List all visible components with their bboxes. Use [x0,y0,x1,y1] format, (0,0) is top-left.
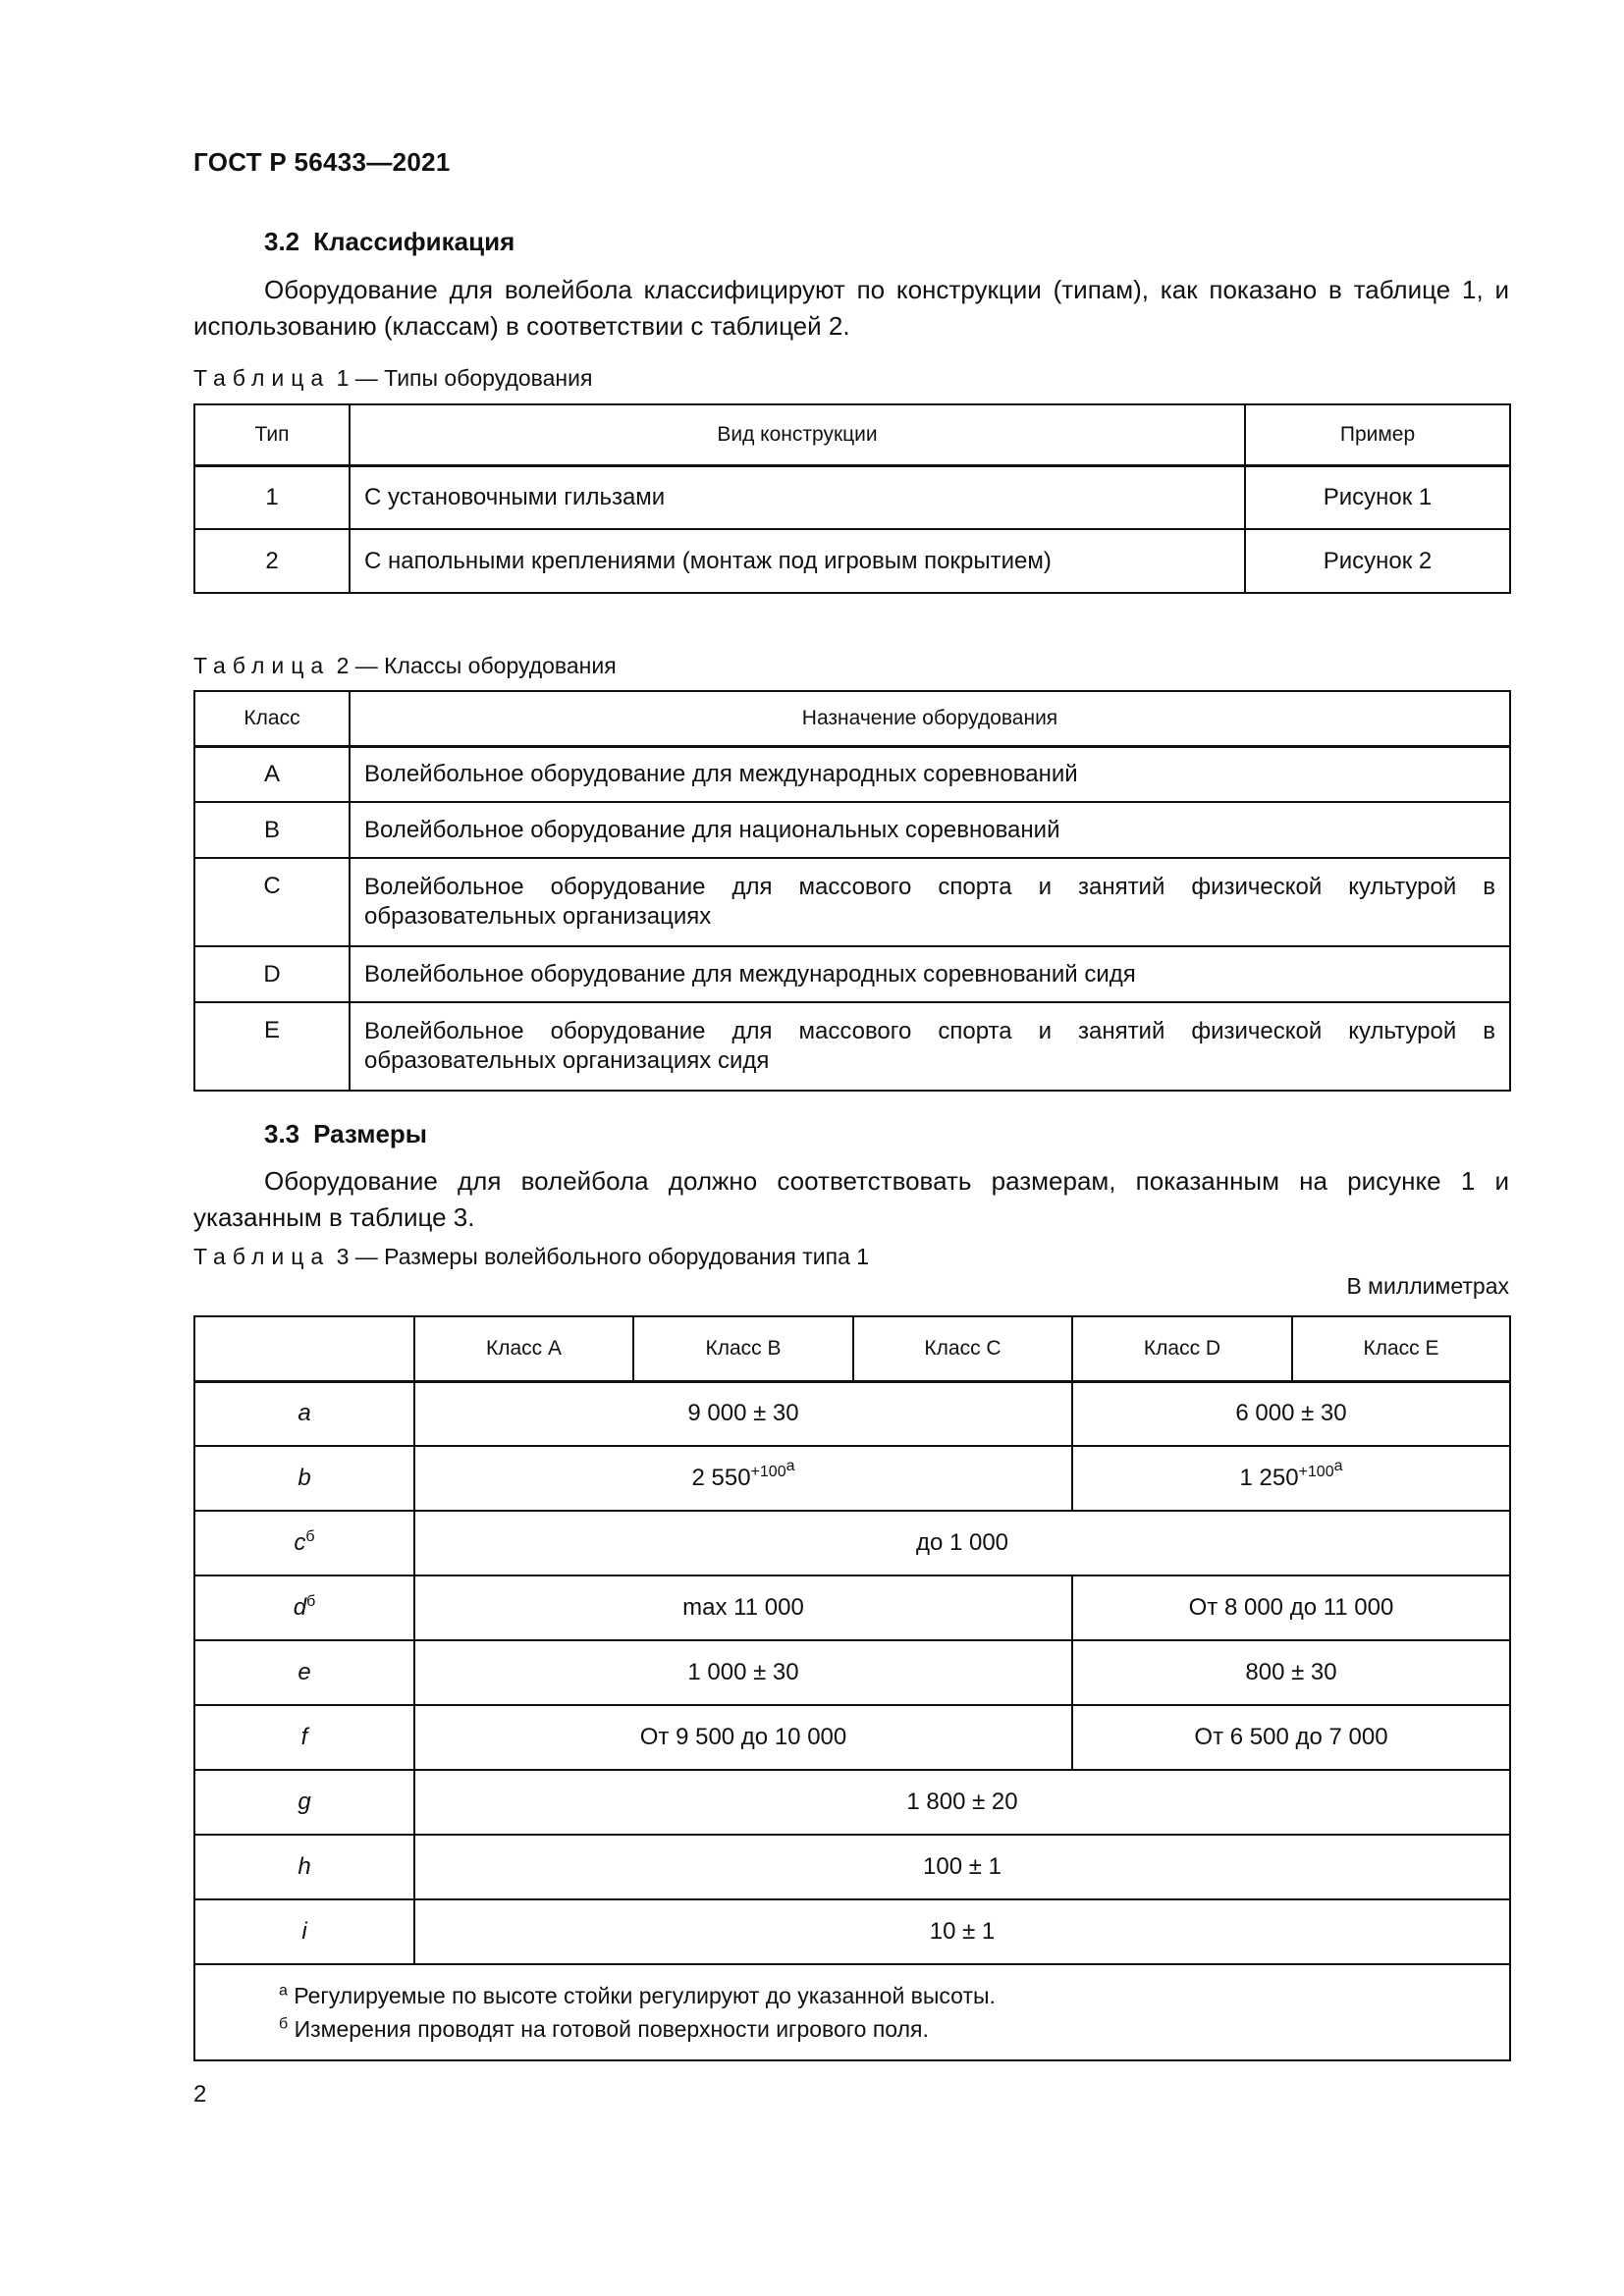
type-cell: 1 [194,465,350,529]
footnote-ref: б [306,1593,316,1610]
value-cell-de: 800 ± 30 [1072,1640,1510,1705]
purpose-cell: Волейбольное оборудование для международных соревнований [350,746,1510,802]
value-cell-de: От 6 500 до 7 000 [1072,1705,1510,1770]
symbol: c [294,1529,306,1556]
symbol-cell: i [194,1899,414,1964]
caption-word: Таблица [193,365,331,391]
value-cell-abc: 9 000 ± 30 [414,1381,1072,1446]
footnote-text: Регулируемые по высоте стойки регулируют до указанной высоты. [294,1983,996,2008]
caption-text: 3 — Размеры волейбольного оборудования типа 1 [336,1244,870,1269]
table-row [194,1770,1510,1835]
class-cell: A [194,746,350,802]
footnote-mark: а [279,1982,288,2000]
table-row [194,1511,1510,1575]
table-row [194,1705,1510,1770]
value-tolerance: +100 [750,1464,786,1480]
purpose-cell: Волейбольное оборудование для национальных соревнований [350,802,1510,858]
symbol-cell: e [194,1640,414,1705]
table-row [194,802,1510,858]
table-row [194,1446,1510,1511]
table-dimensions [193,1315,1511,2061]
class-cell: E [194,1002,350,1091]
section-3-3-heading [264,1119,427,1149]
table-footnotes-row [194,1964,1510,2060]
section-number: 3.2 [264,227,300,256]
caption-word: Таблица [193,1244,331,1269]
footnote-ref: а [1333,1458,1343,1474]
header-cell: Класс E [1292,1316,1510,1381]
caption-text: 2 — Классы оборудования [336,653,617,678]
footnotes [194,1964,1510,2060]
value-tolerance: +100 [1298,1464,1334,1480]
section-3-2-heading [264,227,514,257]
value-cell-abc [414,1446,1072,1511]
value-cell-all: 10 ± 1 [414,1899,1510,1964]
purpose-cell: Волейбольное оборудование для массового спорта и занятий физической культурой в образовательных организациях [350,858,1510,946]
header-cell: Вид конструкции [350,404,1245,465]
section-3-2-paragraph: Оборудование для волейбола классифицируют по конструкции (типам), как показано в таблице 1, и использованию (классам) в соответствии с таблицей 2. [193,275,1509,341]
header-cell: Класс C [853,1316,1072,1381]
construction-cell: С напольными креплениями (монтаж под игровым покрытием) [350,529,1245,593]
table-row [194,1002,1510,1091]
page-number: 2 [193,2081,207,2108]
symbol-cell: h [194,1835,414,1899]
table2-caption [193,653,617,679]
symbol-cell [194,1511,414,1575]
footnote-ref: а [785,1458,795,1474]
value-cell-all: 100 ± 1 [414,1835,1510,1899]
header-cell: Класс A [414,1316,633,1381]
example-cell: Рисунок 1 [1245,465,1510,529]
class-cell: B [194,802,350,858]
units-note: В миллиметрах [1346,1273,1509,1299]
table-header-row [194,404,1510,465]
table-row [194,1640,1510,1705]
header-cell: Пример [1245,404,1510,465]
value-cell-all: до 1 000 [414,1511,1510,1575]
footnote [279,2012,1426,2046]
section-title: Классификация [313,227,515,256]
symbol-cell: b [194,1446,414,1511]
section-title: Размеры [313,1119,427,1148]
value-base: 2 550 [691,1465,751,1491]
construction-cell: С установочными гильзами [350,465,1245,529]
header-cell: Класс [194,691,350,746]
section-number: 3.3 [264,1119,300,1148]
footnote-mark: б [279,2015,289,2033]
caption-word: Таблица [193,653,331,678]
symbol: d [293,1594,307,1621]
table-row [194,1899,1510,1964]
value-cell-abc: От 9 500 до 10 000 [414,1705,1072,1770]
table-equipment-types [193,403,1511,594]
footnote [279,1979,1426,2012]
table-row [194,746,1510,802]
table3-caption [193,1244,869,1270]
footnote-ref: б [305,1528,315,1545]
table-equipment-classes [193,690,1511,1092]
table-row [194,1835,1510,1899]
purpose-cell: Волейбольное оборудование для международных соревнований сидя [350,946,1510,1002]
header-cell: Назначение оборудования [350,691,1510,746]
document-id-header: ГОСТ Р 56433—2021 [193,147,451,177]
header-cell: Класс D [1072,1316,1292,1381]
header-cell: Тип [194,404,350,465]
table-row [194,529,1510,593]
class-cell: D [194,946,350,1002]
footnote-text: Измерения проводят на готовой поверхности игрового поля. [294,2016,929,2042]
header-cell: Класс B [633,1316,853,1381]
value-cell-abc: 1 000 ± 30 [414,1640,1072,1705]
value-cell-de [1072,1446,1510,1511]
table-row [194,1381,1510,1446]
table1-caption [193,365,592,392]
type-cell: 2 [194,529,350,593]
example-cell: Рисунок 2 [1245,529,1510,593]
value-cell-abc: max 11 000 [414,1575,1072,1640]
class-cell: C [194,858,350,946]
symbol-cell [194,1575,414,1640]
header-cell [194,1316,414,1381]
value-cell-de: 6 000 ± 30 [1072,1381,1510,1446]
symbol-cell: f [194,1705,414,1770]
table-row [194,946,1510,1002]
section-3-3-paragraph: Оборудование для волейбола должно соответствовать размерам, показанным на рисунке 1 и указанным в таблице 3. [193,1166,1509,1232]
table-row [194,858,1510,946]
table-row [194,1575,1510,1640]
value-cell-all: 1 800 ± 20 [414,1770,1510,1835]
symbol-cell: g [194,1770,414,1835]
purpose-cell: Волейбольное оборудование для массового спорта и занятий физической культурой в образовательных организациях сидя [350,1002,1510,1091]
table-row [194,465,1510,529]
table-header-row [194,691,1510,746]
value-base: 1 250 [1239,1465,1299,1491]
symbol-cell: a [194,1381,414,1446]
table-header-row [194,1316,1510,1381]
caption-text: 1 — Типы оборудования [336,365,593,391]
value-cell-de: От 8 000 до 11 000 [1072,1575,1510,1640]
